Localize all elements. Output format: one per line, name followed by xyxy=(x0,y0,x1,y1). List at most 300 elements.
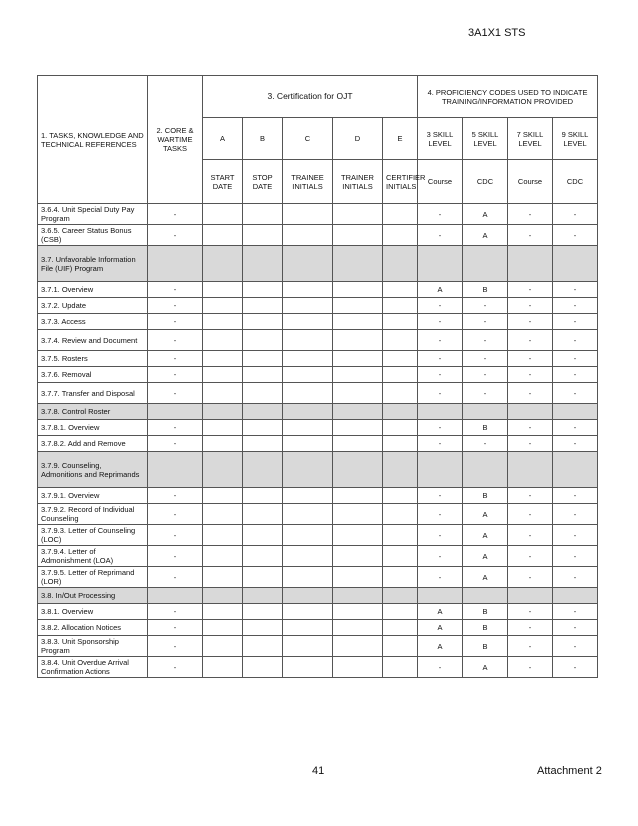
core-cell: - xyxy=(148,657,203,678)
cert-cell xyxy=(383,282,418,298)
code-cell xyxy=(418,452,463,488)
cert-cell xyxy=(383,604,418,620)
cert-cell xyxy=(203,404,243,420)
code-cell: - xyxy=(418,351,463,367)
code-cell xyxy=(553,246,598,282)
code-cell: - xyxy=(418,383,463,404)
cert-cell xyxy=(333,225,383,246)
code-cell: - xyxy=(418,298,463,314)
code-cell xyxy=(553,404,598,420)
task-cell: 3.7.7. Transfer and Disposal xyxy=(38,383,148,404)
code-cell: - xyxy=(553,620,598,636)
task-cell: 3.7.2. Update xyxy=(38,298,148,314)
task-cell: 3.6.4. Unit Special Duty Pay Program xyxy=(38,204,148,225)
code-cell: - xyxy=(508,282,553,298)
table-row xyxy=(38,330,598,351)
cert-cell xyxy=(333,367,383,383)
page-number: 41 xyxy=(312,765,325,777)
cert-cell xyxy=(243,298,283,314)
task-cell: 3.7.9.1. Overview xyxy=(38,488,148,504)
core-cell: - xyxy=(148,420,203,436)
code-cell: - xyxy=(418,567,463,588)
header-cert-sub: TRAINER INITIALS xyxy=(333,160,383,204)
code-cell: - xyxy=(553,330,598,351)
cert-cell xyxy=(333,282,383,298)
cert-cell xyxy=(383,657,418,678)
cert-cell xyxy=(383,636,418,657)
code-cell: - xyxy=(508,620,553,636)
cert-cell xyxy=(203,604,243,620)
code-cell xyxy=(463,452,508,488)
table-row xyxy=(38,246,598,282)
cert-cell xyxy=(283,246,333,282)
code-cell xyxy=(418,588,463,604)
task-cell: 3.7.9.5. Letter of Reprimand (LOR) xyxy=(38,567,148,588)
task-cell: 3.7.1. Overview xyxy=(38,282,148,298)
code-cell: - xyxy=(508,204,553,225)
cert-cell xyxy=(333,404,383,420)
attachment-label: Attachment 2 xyxy=(537,765,602,777)
header-cert-sub: START DATE xyxy=(203,160,243,204)
cert-cell xyxy=(283,383,333,404)
code-cell: - xyxy=(553,567,598,588)
code-cell: A xyxy=(418,636,463,657)
code-cell: - xyxy=(463,298,508,314)
code-cell: - xyxy=(508,504,553,525)
cert-cell xyxy=(333,351,383,367)
task-cell: 3.8.4. Unit Overdue Arrival Confirmation Actions xyxy=(38,657,148,678)
cert-cell xyxy=(333,488,383,504)
table-row xyxy=(38,298,598,314)
code-cell: - xyxy=(418,204,463,225)
code-cell xyxy=(463,404,508,420)
cert-cell xyxy=(203,488,243,504)
cert-cell xyxy=(243,525,283,546)
task-cell: 3.6.5. Career Status Bonus (CSB) xyxy=(38,225,148,246)
code-cell: A xyxy=(463,546,508,567)
cert-cell xyxy=(333,420,383,436)
cert-cell xyxy=(203,525,243,546)
cert-cell xyxy=(383,330,418,351)
cert-cell xyxy=(243,314,283,330)
code-cell: - xyxy=(508,225,553,246)
cert-cell xyxy=(243,367,283,383)
cert-cell xyxy=(243,636,283,657)
cert-cell xyxy=(283,636,333,657)
code-cell: - xyxy=(508,367,553,383)
cert-cell xyxy=(203,567,243,588)
cert-cell xyxy=(333,504,383,525)
code-cell: A xyxy=(463,567,508,588)
table-row xyxy=(38,383,598,404)
header-cert-sub: TRAINEE INITIALS xyxy=(283,160,333,204)
header-prof-sub: Course xyxy=(418,160,463,204)
cert-cell xyxy=(243,383,283,404)
code-cell: B xyxy=(463,420,508,436)
code-cell: - xyxy=(553,367,598,383)
code-cell: - xyxy=(463,383,508,404)
code-cell: - xyxy=(553,488,598,504)
core-cell: - xyxy=(148,298,203,314)
core-cell: - xyxy=(148,488,203,504)
header-prof-sub: CDC xyxy=(463,160,508,204)
cert-cell xyxy=(203,546,243,567)
code-cell: - xyxy=(553,225,598,246)
header-letter: D xyxy=(333,118,383,160)
cert-cell xyxy=(333,636,383,657)
cert-cell xyxy=(383,367,418,383)
code-cell: - xyxy=(508,636,553,657)
cert-cell xyxy=(333,298,383,314)
cert-cell xyxy=(203,620,243,636)
cert-cell xyxy=(243,246,283,282)
header-skill-level: 3 SKILL LEVEL xyxy=(418,118,463,160)
cert-cell xyxy=(333,204,383,225)
code-cell: - xyxy=(508,657,553,678)
cert-cell xyxy=(333,330,383,351)
task-cell: 3.7.4. Review and Document xyxy=(38,330,148,351)
cert-cell xyxy=(243,452,283,488)
cert-cell xyxy=(203,367,243,383)
task-cell: 3.7.8. Control Roster xyxy=(38,404,148,420)
cert-cell xyxy=(203,330,243,351)
core-cell xyxy=(148,452,203,488)
code-cell: - xyxy=(553,314,598,330)
core-cell: - xyxy=(148,314,203,330)
header-certification: 3. Certification for OJT xyxy=(203,76,418,118)
core-cell: - xyxy=(148,604,203,620)
code-cell: B xyxy=(463,488,508,504)
code-cell: - xyxy=(508,436,553,452)
table-row xyxy=(38,204,598,225)
cert-cell xyxy=(203,588,243,604)
cert-cell xyxy=(283,525,333,546)
cert-cell xyxy=(203,282,243,298)
core-cell xyxy=(148,246,203,282)
cert-cell xyxy=(203,636,243,657)
code-cell xyxy=(553,588,598,604)
code-cell: B xyxy=(463,604,508,620)
header-prof-sub: CDC xyxy=(553,160,598,204)
code-cell xyxy=(463,246,508,282)
code-cell: - xyxy=(508,298,553,314)
cert-cell xyxy=(383,246,418,282)
code-cell: - xyxy=(508,567,553,588)
code-cell: - xyxy=(418,367,463,383)
core-cell: - xyxy=(148,436,203,452)
code-cell: - xyxy=(553,298,598,314)
cert-cell xyxy=(283,404,333,420)
cert-cell xyxy=(203,298,243,314)
cert-cell xyxy=(203,420,243,436)
table-row xyxy=(38,525,598,546)
table-row xyxy=(38,588,598,604)
code-cell xyxy=(508,246,553,282)
table-row xyxy=(38,351,598,367)
cert-cell xyxy=(203,351,243,367)
cert-cell xyxy=(203,225,243,246)
cert-cell xyxy=(243,351,283,367)
cert-cell xyxy=(283,225,333,246)
code-cell: A xyxy=(463,657,508,678)
code-cell: - xyxy=(463,367,508,383)
cert-cell xyxy=(283,282,333,298)
cert-cell xyxy=(383,420,418,436)
code-cell: - xyxy=(508,420,553,436)
core-cell: - xyxy=(148,546,203,567)
code-cell: - xyxy=(418,330,463,351)
header-core: 2. CORE & WARTIME TASKS xyxy=(148,76,203,204)
cert-cell xyxy=(203,504,243,525)
code-cell: - xyxy=(508,525,553,546)
header-tasks: 1. TASKS, KNOWLEDGE AND TECHNICAL REFERENCES xyxy=(38,76,148,204)
code-cell: - xyxy=(463,314,508,330)
core-cell: - xyxy=(148,367,203,383)
core-cell: - xyxy=(148,330,203,351)
cert-cell xyxy=(383,525,418,546)
code-cell: - xyxy=(508,383,553,404)
cert-cell xyxy=(243,330,283,351)
cert-cell xyxy=(243,504,283,525)
code-cell: - xyxy=(418,525,463,546)
code-cell: - xyxy=(418,657,463,678)
cert-cell xyxy=(333,546,383,567)
code-cell: - xyxy=(418,314,463,330)
table-row xyxy=(38,546,598,567)
cert-cell xyxy=(333,620,383,636)
cert-cell xyxy=(383,588,418,604)
task-cell: 3.8.3. Unit Sponsorship Program xyxy=(38,636,148,657)
code-cell: - xyxy=(553,604,598,620)
code-cell: - xyxy=(553,204,598,225)
cert-cell xyxy=(203,314,243,330)
cert-cell xyxy=(383,351,418,367)
task-cell: 3.7.9.4. Letter of Admonishment (LOA) xyxy=(38,546,148,567)
cert-cell xyxy=(243,282,283,298)
cert-cell xyxy=(383,436,418,452)
header-skill-level: 7 SKILL LEVEL xyxy=(508,118,553,160)
cert-cell xyxy=(283,314,333,330)
core-cell: - xyxy=(148,225,203,246)
core-cell: - xyxy=(148,567,203,588)
cert-cell xyxy=(283,420,333,436)
cert-cell xyxy=(243,567,283,588)
code-cell: - xyxy=(508,351,553,367)
cert-cell xyxy=(283,604,333,620)
cert-cell xyxy=(333,604,383,620)
cert-cell xyxy=(283,436,333,452)
code-cell: B xyxy=(463,282,508,298)
cert-cell xyxy=(383,546,418,567)
header-letter: C xyxy=(283,118,333,160)
task-cell: 3.7.5. Rosters xyxy=(38,351,148,367)
code-cell: - xyxy=(463,330,508,351)
core-cell: - xyxy=(148,204,203,225)
table-row xyxy=(38,436,598,452)
cert-cell xyxy=(333,657,383,678)
cert-cell xyxy=(333,436,383,452)
code-cell: B xyxy=(463,620,508,636)
cert-cell xyxy=(383,298,418,314)
code-cell: A xyxy=(463,204,508,225)
code-cell: - xyxy=(508,546,553,567)
core-cell xyxy=(148,588,203,604)
code-cell: - xyxy=(418,504,463,525)
code-cell: - xyxy=(553,504,598,525)
code-cell xyxy=(508,588,553,604)
code-cell: A xyxy=(463,504,508,525)
cert-cell xyxy=(243,620,283,636)
task-cell: 3.8.2. Allocation Notices xyxy=(38,620,148,636)
table-row xyxy=(38,620,598,636)
cert-cell xyxy=(333,452,383,488)
code-cell: A xyxy=(418,620,463,636)
cert-cell xyxy=(283,351,333,367)
task-cell: 3.8. In/Out Processing xyxy=(38,588,148,604)
cert-cell xyxy=(283,452,333,488)
cert-cell xyxy=(383,314,418,330)
task-cell: 3.7. Unfavorable Information File (UIF) Program xyxy=(38,246,148,282)
task-cell: 3.7.8.1. Overview xyxy=(38,420,148,436)
table-row xyxy=(38,367,598,383)
code-cell: - xyxy=(553,636,598,657)
core-cell: - xyxy=(148,351,203,367)
code-cell: - xyxy=(508,314,553,330)
code-cell: - xyxy=(553,282,598,298)
header-cert-sub: STOP DATE xyxy=(243,160,283,204)
cert-cell xyxy=(243,436,283,452)
cert-cell xyxy=(283,367,333,383)
cert-cell xyxy=(283,546,333,567)
code-cell: - xyxy=(553,436,598,452)
code-cell: - xyxy=(553,383,598,404)
table-row xyxy=(38,314,598,330)
cert-cell xyxy=(283,504,333,525)
code-cell: - xyxy=(508,488,553,504)
code-cell: - xyxy=(463,351,508,367)
core-cell: - xyxy=(148,504,203,525)
code-cell: A xyxy=(418,282,463,298)
cert-cell xyxy=(283,204,333,225)
table-row xyxy=(38,404,598,420)
cert-cell xyxy=(283,488,333,504)
core-cell: - xyxy=(148,620,203,636)
code-cell: - xyxy=(418,436,463,452)
cert-cell xyxy=(283,657,333,678)
code-cell: - xyxy=(553,351,598,367)
cert-cell xyxy=(383,567,418,588)
header-skill-level: 9 SKILL LEVEL xyxy=(553,118,598,160)
code-cell: - xyxy=(463,436,508,452)
cert-cell xyxy=(203,436,243,452)
task-cell: 3.7.6. Removal xyxy=(38,367,148,383)
table-row xyxy=(38,657,598,678)
table-row xyxy=(38,636,598,657)
cert-cell xyxy=(383,452,418,488)
cert-cell xyxy=(283,330,333,351)
table-row xyxy=(38,282,598,298)
cert-cell xyxy=(333,314,383,330)
code-cell: - xyxy=(553,657,598,678)
cert-cell xyxy=(333,246,383,282)
cert-cell xyxy=(203,452,243,488)
code-cell: A xyxy=(418,604,463,620)
cert-cell xyxy=(383,404,418,420)
code-cell: B xyxy=(463,636,508,657)
code-cell: A xyxy=(463,225,508,246)
header-letter: E xyxy=(383,118,418,160)
code-cell xyxy=(508,452,553,488)
task-cell: 3.8.1. Overview xyxy=(38,604,148,620)
cert-cell xyxy=(203,383,243,404)
code-cell xyxy=(418,246,463,282)
code-cell: - xyxy=(418,546,463,567)
core-cell: - xyxy=(148,383,203,404)
cert-cell xyxy=(383,488,418,504)
cert-cell xyxy=(333,383,383,404)
cert-cell xyxy=(243,404,283,420)
header-prof-sub: Course xyxy=(508,160,553,204)
cert-cell xyxy=(283,567,333,588)
table-row xyxy=(38,225,598,246)
code-cell: - xyxy=(418,488,463,504)
cert-cell xyxy=(243,657,283,678)
cert-cell xyxy=(383,620,418,636)
code-cell: - xyxy=(553,420,598,436)
cert-cell xyxy=(203,204,243,225)
cert-cell xyxy=(203,246,243,282)
cert-cell xyxy=(383,383,418,404)
document-code: 3A1X1 STS xyxy=(468,27,526,39)
core-cell: - xyxy=(148,636,203,657)
cert-cell xyxy=(333,525,383,546)
code-cell xyxy=(508,404,553,420)
cert-cell xyxy=(283,588,333,604)
task-cell: 3.7.3. Access xyxy=(38,314,148,330)
cert-cell xyxy=(333,567,383,588)
code-cell xyxy=(463,588,508,604)
header-skill-level: 5 SKILL LEVEL xyxy=(463,118,508,160)
header-letter: A xyxy=(203,118,243,160)
table-row xyxy=(38,504,598,525)
cert-cell xyxy=(383,504,418,525)
task-cell: 3.7.8.2. Add and Remove xyxy=(38,436,148,452)
code-cell xyxy=(553,452,598,488)
cert-cell xyxy=(243,204,283,225)
code-cell xyxy=(418,404,463,420)
cert-cell xyxy=(283,620,333,636)
code-cell: A xyxy=(463,525,508,546)
sts-table xyxy=(37,75,598,678)
cert-cell xyxy=(243,588,283,604)
cert-cell xyxy=(243,604,283,620)
task-cell: 3.7.9. Counseling, Admonitions and Reprimands xyxy=(38,452,148,488)
core-cell: - xyxy=(148,525,203,546)
code-cell: - xyxy=(418,225,463,246)
task-cell: 3.7.9.2. Record of Individual Counseling xyxy=(38,504,148,525)
code-cell: - xyxy=(553,525,598,546)
cert-cell xyxy=(243,225,283,246)
code-cell: - xyxy=(553,546,598,567)
cert-cell xyxy=(383,204,418,225)
header-proficiency: 4. PROFICIENCY CODES USED TO INDICATE TRAINING/INFORMATION PROVIDED xyxy=(418,76,598,118)
table-row xyxy=(38,604,598,620)
table-row xyxy=(38,452,598,488)
cert-cell xyxy=(243,420,283,436)
code-cell: - xyxy=(418,420,463,436)
cert-cell xyxy=(203,657,243,678)
table-row xyxy=(38,567,598,588)
